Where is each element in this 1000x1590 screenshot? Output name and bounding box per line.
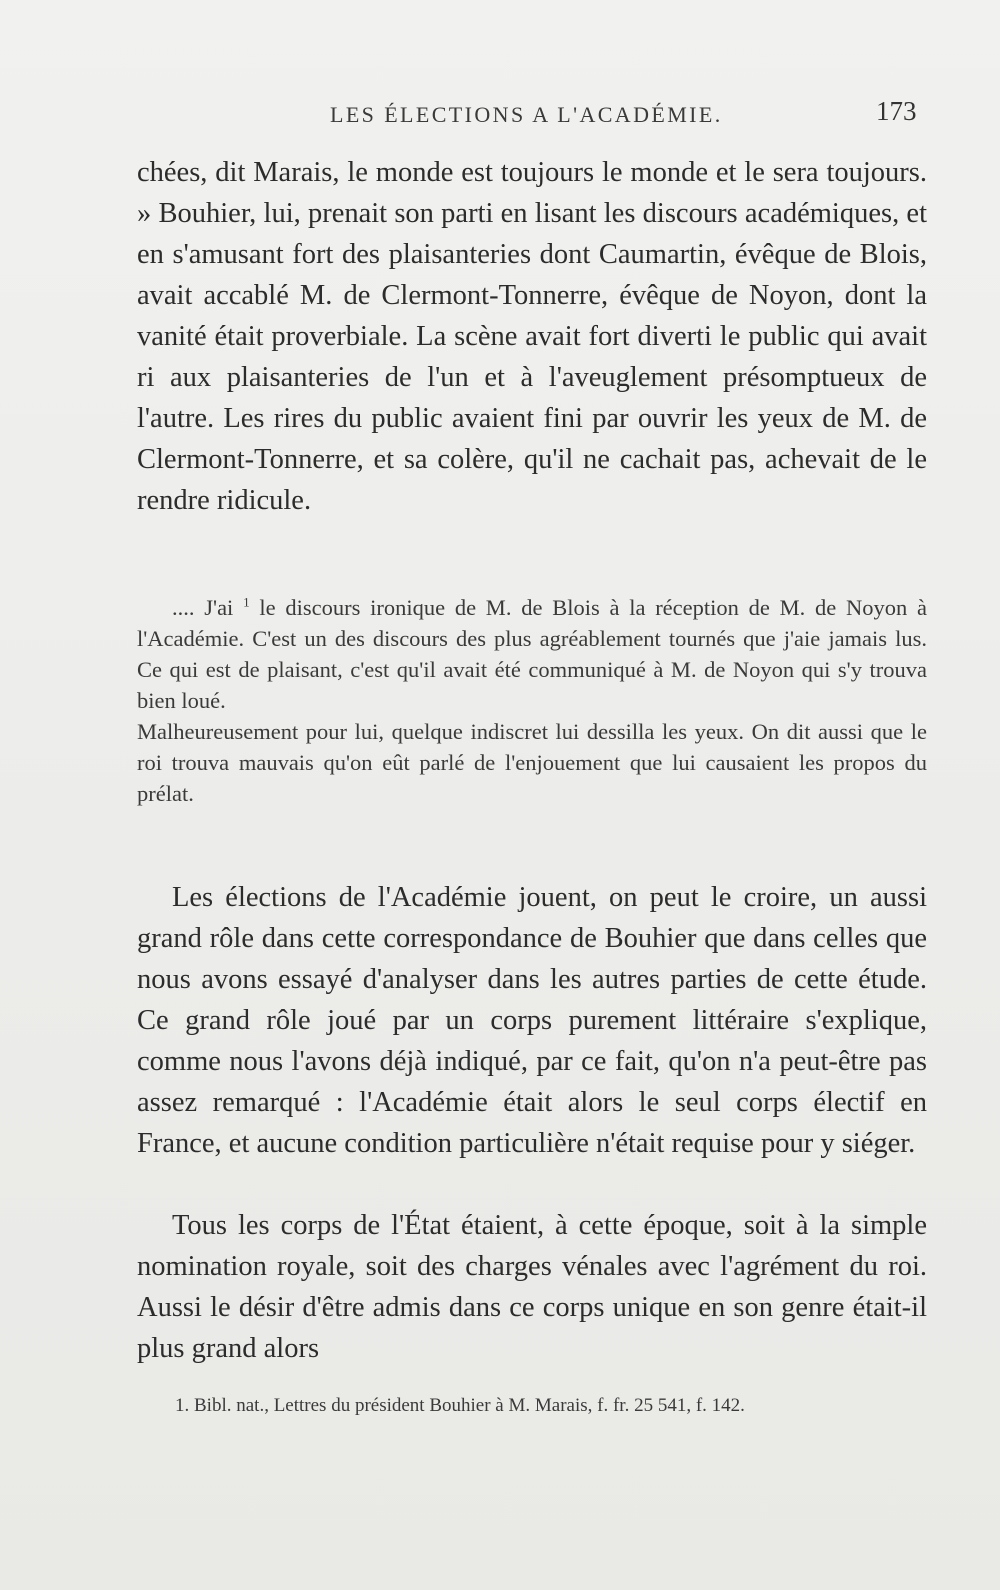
- footnote-reference: 1: [243, 594, 250, 610]
- footnote-text: 1. Bibl. nat., Lettres du président Bouhier à M. Marais, f. fr. 25 541, f. 142.: [175, 1395, 745, 1416]
- page-number: 173: [876, 96, 917, 126]
- quote-paragraph-1: [137, 592, 927, 716]
- footnote: [140, 1394, 927, 1418]
- running-title: LES ÉLECTIONS A L'ACADÉMIE.: [330, 102, 723, 127]
- quoted-letter: [137, 592, 927, 809]
- paragraph-text: Tous les corps de l'État étaient, à cette époque, soit à la simple nomination royale, soit des charges vénales avec l'agrément du roi. Aussi le désir d'être admis dans ce corps unique en son genre était-il plus grand alors: [137, 1210, 927, 1364]
- paragraph-text: Les élections de l'Académie jouent, on peut le croire, un aussi grand rôle dans cette correspondance de Bouhier que dans celles que nous avons essayé d'analyser dans les autres parties de cette étude. Ce grand rôle joué par un corps purement littéraire s'explique, comme nous l'avons déjà indiqué, par ce fait, qu'on n'a peut-être pas assez remarqué : l'Académie était alors le seul corps électif en France, et aucune condition particulière n'était requise pour y siéger.: [137, 882, 927, 1159]
- paragraph-continuation: [137, 152, 927, 521]
- quote-paragraph-2: Malheureusement pour lui, quelque indiscret lui dessilla les yeux. On dit aussi que le roi trouva mauvais qu'on eût parlé de l'enjouement que lui causaient les propos du prélat.: [137, 719, 927, 806]
- quote-lead: .... J'ai: [172, 595, 234, 620]
- paragraph-elections: [137, 877, 927, 1164]
- paragraph-state-bodies: [137, 1205, 927, 1369]
- paragraph-text: chées, dit Marais, le monde est toujours le monde et le sera toujours. » Bouhier, lui, prenait son parti en lisant les discours académiques, et en s'amusant fort des plaisanteries dont Caumartin, évêque de Blois, avait accablé M. de Clermont-Tonnerre, évêque de Noyon, dont la vanité était proverbiale. La scène avait fort diverti le public qui avait ri aux plaisanteries de l'un et à l'aveuglement présomptueux de l'autre. Les rires du public avaient fini par ouvrir les yeux de M. de Clermont-Tonnerre, et sa colère, qu'il ne cachait pas, achevait de le rendre ridicule.: [137, 157, 927, 516]
- running-head: [0, 96, 1000, 132]
- quote-rest: le discours ironique de M. de Blois à la réception de M. de Noyon à l'Académie. C'est un des discours des plus agréablement tournés que j'aie jamais lus. Ce qui est de plaisant, c'est qu'il avait été communiqué à M. de Noyon qui s'y trouva bien loué.: [137, 595, 928, 713]
